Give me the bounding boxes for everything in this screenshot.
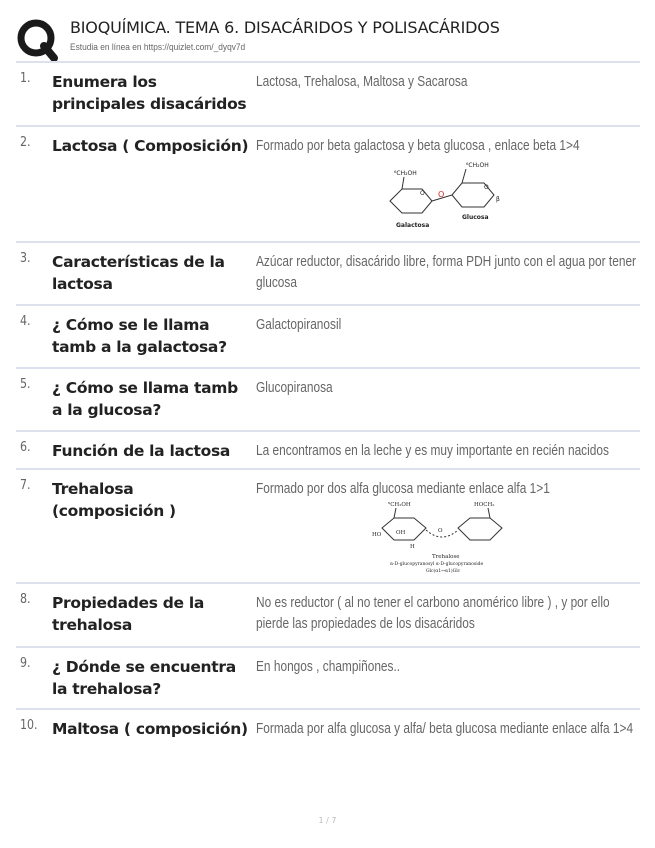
card-term: Enumera los principales disacáridos bbox=[52, 73, 247, 113]
card-term: Propiedades de la trehalosa bbox=[52, 594, 205, 634]
figure-label: O bbox=[438, 190, 445, 199]
card-definition: Galactopiranosil bbox=[256, 317, 342, 333]
figure-label: HOCH₂ bbox=[474, 502, 495, 508]
card-row bbox=[16, 241, 640, 304]
card-term: ¿ Cómo se le llama tamb a la galactosa? bbox=[52, 316, 227, 356]
trehalose-structure-figure bbox=[370, 500, 520, 576]
card-definition: Formado por beta galactosa y beta glucosa , enlace beta 1>4 bbox=[256, 138, 580, 154]
figure-label: α-D-glucopyranosyl α-D-glucopyranoside bbox=[390, 562, 484, 567]
card-number: 7. bbox=[20, 478, 31, 493]
card-row bbox=[16, 61, 640, 125]
page-title: BIOQUÍMICA. TEMA 6. DISACÁRIDOS Y POLISACÁRIDOS bbox=[70, 18, 500, 37]
study-link[interactable]: Estudia en línea en https://quizlet.com/_dyqv7d bbox=[70, 42, 246, 53]
card-number: 4. bbox=[20, 314, 31, 329]
card-number: 6. bbox=[20, 440, 31, 455]
card-number: 3. bbox=[20, 251, 31, 266]
card-definition: Formada por alfa glucosa y alfa/ beta glucosa mediante enlace alfa 1>4 bbox=[256, 721, 634, 737]
card-definition: No es reductor ( al no tener el carbono anomérico libre ) , y por ello pierde las propiedades de los disacáridos bbox=[256, 595, 610, 632]
card-row bbox=[16, 646, 640, 708]
card-row bbox=[16, 468, 640, 582]
figure-label: Galactosa bbox=[396, 222, 430, 229]
page-number: 1 / 7 bbox=[318, 816, 337, 825]
card-definition: Azúcar reductor, disacárido libre, forma PDH junto con el agua por tener glucosa bbox=[256, 254, 637, 291]
card-definition: Lactosa, Trehalosa, Maltosa y Sacarosa bbox=[256, 74, 468, 90]
card-row bbox=[16, 125, 640, 241]
figure-label: O bbox=[438, 528, 443, 534]
flashcard-list bbox=[16, 61, 640, 748]
card-term: Maltosa ( composición) bbox=[52, 720, 248, 738]
card-row bbox=[16, 582, 640, 646]
card-number: 5. bbox=[20, 377, 31, 392]
card-number: 8. bbox=[20, 592, 31, 607]
figure-label: O bbox=[484, 184, 489, 191]
card-term: Características de la lactosa bbox=[52, 253, 225, 293]
card-row bbox=[16, 304, 640, 367]
card-definition: La encontramos en la leche y es muy importante en recién nacidos bbox=[256, 443, 609, 459]
card-number: 9. bbox=[20, 656, 31, 671]
figure-label: ⁶CH₂OH bbox=[388, 502, 411, 508]
page-header bbox=[16, 16, 640, 60]
card-row bbox=[16, 708, 640, 748]
figure-label: OH bbox=[396, 530, 406, 536]
figure-label: Trehalose bbox=[432, 554, 460, 560]
card-definition: Glucopiranosa bbox=[256, 380, 333, 396]
card-row bbox=[16, 367, 640, 430]
figure-label: Glc(α1↔α1)Glc bbox=[426, 569, 461, 574]
figure-label: O bbox=[420, 190, 425, 197]
lactose-structure-figure bbox=[380, 159, 516, 235]
figure-label: β bbox=[496, 196, 500, 203]
card-term: Trehalosa (composición ) bbox=[52, 480, 176, 520]
card-number: 1. bbox=[20, 71, 31, 86]
card-number: 10. bbox=[20, 718, 38, 733]
card-term: ¿ Dónde se encuentra la trehalosa? bbox=[52, 658, 236, 698]
card-definition: En hongos , champiñones.. bbox=[256, 659, 401, 675]
card-number: 2. bbox=[20, 135, 31, 150]
card-definition: Formado por dos alfa glucosa mediante enlace alfa 1>1 bbox=[256, 481, 550, 497]
card-term: Lactosa ( Composición) bbox=[52, 137, 249, 155]
quizlet-logo-icon bbox=[16, 18, 60, 62]
card-term: Función de la lactosa bbox=[52, 442, 231, 460]
figure-label: ⁶CH₂OH bbox=[394, 170, 417, 177]
figure-label: H bbox=[410, 544, 415, 550]
card-row bbox=[16, 430, 640, 468]
figure-label: HO bbox=[372, 532, 382, 538]
figure-label: Glucosa bbox=[462, 214, 489, 221]
card-term: ¿ Cómo se llama tamb a la glucosa? bbox=[52, 379, 238, 419]
figure-label: ⁶CH₂OH bbox=[466, 162, 489, 169]
